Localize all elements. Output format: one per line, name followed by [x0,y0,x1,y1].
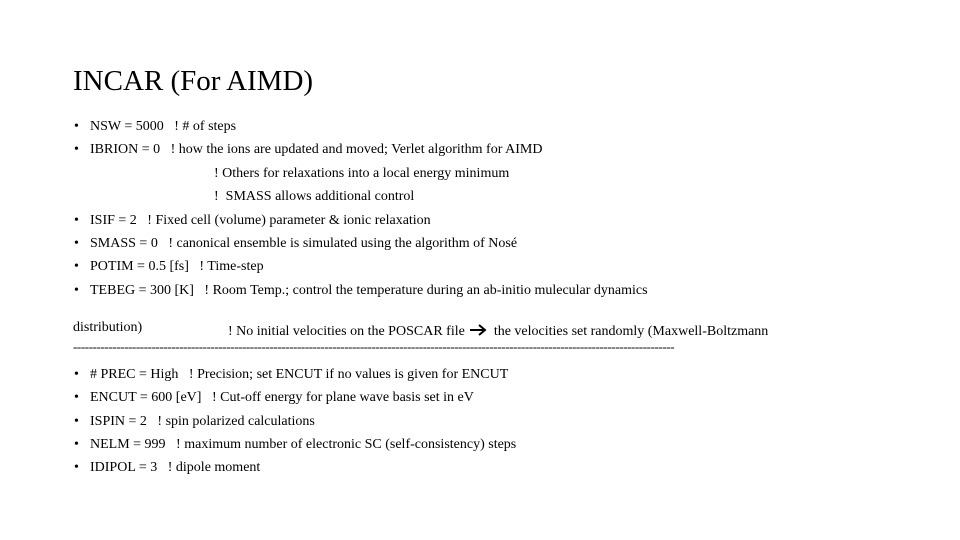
nelm-line: NELM = 999 ! maximum number of electronic SC (self-consistency) steps [90,437,517,452]
isif-line: ISIF = 2 ! Fixed cell (volume) parameter & ionic relaxation [90,213,431,228]
slide-title: INCAR (For AIMD) [73,65,314,97]
bullet-icon: • [74,142,79,157]
nsw-line: NSW = 5000 ! # of steps [90,119,237,134]
prec-line: # PREC = High ! Precision; set ENCUT if no values is given for ENCUT [90,367,509,382]
ispin-line: ISPIN = 2 ! spin polarized calculations [90,414,315,429]
encut-line: ENCUT = 600 [eV] ! Cut-off energy for plane wave basis set in eV [90,390,474,405]
bullet-icon: • [74,390,79,405]
bullet-icon: • [74,283,79,298]
bullet-icon: • [74,236,79,251]
bullet-icon: • [74,414,79,429]
ibrion-line: IBRION = 0 ! how the ions are updated and moved; Verlet algorithm for AIMD [90,142,543,157]
ibrion-note-line: ! SMASS allows additional control [214,189,415,204]
ibrion-note-line: ! Others for relaxations into a local energy minimum [214,166,510,181]
smass-line: SMASS = 0 ! canonical ensemble is simulated using the algorithm of Nosé [90,236,518,251]
potim-line: POTIM = 0.5 [fs] ! Time-step [90,259,264,274]
tebeg-note-wrap: distribution) [73,320,143,335]
dashed-divider: --------------------------------------------------------------------------------------------------------------------------------------------------------- [73,339,675,354]
bullet-icon: • [74,367,79,382]
bullet-icon: • [74,460,79,475]
tebeg-note-before-arrow: ! No initial velocities on the POSCAR file [228,324,469,339]
bullet-icon: • [74,119,79,134]
idipol-line: IDIPOL = 3 ! dipole moment [90,460,261,475]
bullet-icon: • [74,213,79,228]
tebeg-line: TEBEG = 300 [K] ! Room Temp.; control the temperature during an ab-initio mulecular dynamics [90,283,648,298]
bullet-icon: • [74,437,79,452]
right-arrow-icon [469,323,489,337]
bullet-icon: • [74,259,79,274]
tebeg-note-after-arrow: the velocities set randomly (Maxwell-Boltzmann [490,324,769,339]
